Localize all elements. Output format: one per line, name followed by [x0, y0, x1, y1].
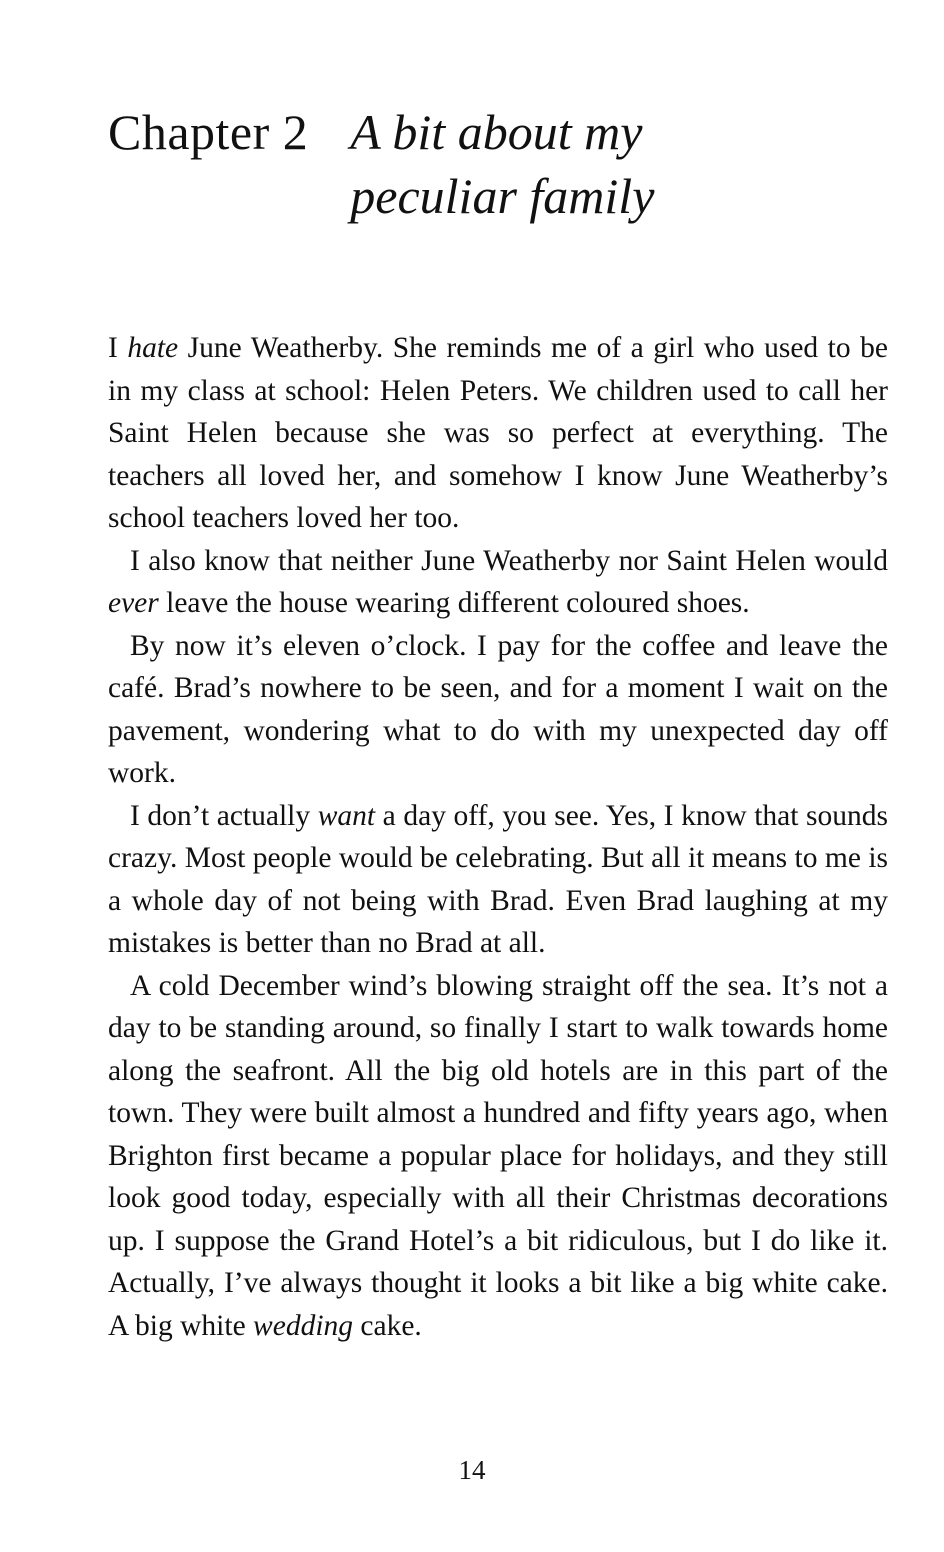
emphasis-text: want	[317, 799, 376, 832]
emphasis-text: ever	[108, 587, 159, 619]
paragraph-text: I also know that neither June Weatherby nor Saint Helen would	[130, 544, 888, 577]
paragraph-text: June Weatherby. She reminds me of a girl who used to be in my class at school: Helen Peters. We children used to call her Saint Helen because she was so perfect at everything. The teachers all loved her, and somehow I know June Weatherby’s school teachers loved her too.	[108, 332, 888, 534]
chapter-title: A bit about my peculiar family	[350, 104, 655, 224]
paragraph-text: By now it’s eleven o’clock. I pay for the coffee and leave the café. Brad’s nowhere to be seen, and for a moment I wait on the pavement, wondering what to do with my unexpected day off work.	[108, 629, 888, 789]
paragraph-text: I don’t actually	[130, 799, 318, 832]
emphasis-text: wedding	[253, 1309, 354, 1342]
paragraph-text: a day off, you see. Yes, I know that sounds crazy. Most people would be celebrating. But all it means to me is a whole day of not being with Brad. Even Brad laughing at my mistakes is better than no Brad at all.	[108, 799, 889, 959]
chapter-heading	[108, 100, 868, 228]
paragraph	[108, 795, 888, 965]
paragraph-text: leave the house wearing different coloured shoes.	[158, 587, 750, 619]
paragraph	[108, 327, 888, 540]
chapter-label: Chapter 2	[108, 104, 309, 160]
paragraph	[108, 625, 888, 795]
emphasis-text: hate	[127, 332, 179, 364]
body-text	[108, 327, 888, 1347]
paragraph-text: cake.	[353, 1309, 422, 1342]
paragraph	[108, 540, 888, 625]
page-number: 14	[458, 1455, 486, 1485]
paragraph	[108, 965, 888, 1348]
paragraph-text: A cold December wind’s blowing straight off the sea. It’s not a day to be standing around, so finally I start to walk towards home along the seafront. All the big old hotels are in this part of the town. They were built almost a hundred and fifty years ago, when Brighton first became a popular place for holidays, and they still look good today, especially with all their Christmas decorations up. I suppose the Grand Hotel’s a bit ridiculous, but I do like it. Actually, I’ve always thought it looks a bit like a big white cake. A big white	[108, 969, 888, 1342]
paragraph-text: I	[108, 332, 128, 364]
